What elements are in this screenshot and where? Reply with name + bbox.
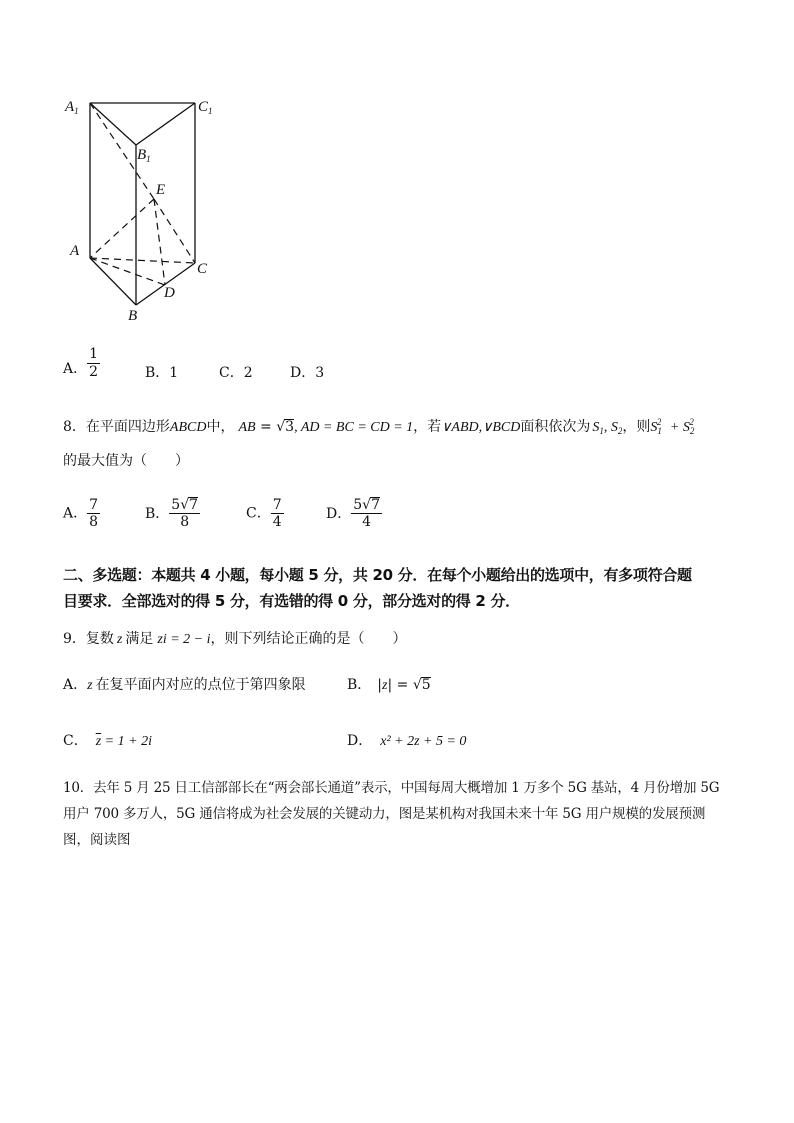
label-c: C bbox=[197, 261, 208, 277]
label-e: E bbox=[156, 182, 166, 198]
q7-option-d[interactable]: D．3 bbox=[290, 365, 325, 381]
q8-option-d[interactable]: D． $\frac{5√7}{4}$ bbox=[326, 497, 380, 531]
q9-stem: 9．复数 z 满足 zi = 2 − i，则下列结论正确的是（ ） bbox=[63, 631, 407, 647]
label-d: D bbox=[164, 285, 175, 301]
q9-option-c[interactable]: C． $\overline{z} = 1 + 2i$ bbox=[63, 733, 152, 749]
label-a1: $A_1$ bbox=[65, 99, 79, 116]
label-b1: $B_1$ bbox=[137, 147, 151, 164]
q8-option-b[interactable]: B． $\frac{5√7}{8}$ bbox=[145, 497, 199, 531]
section2-line1: 二、多选题：本题共 4 小题，每小题 5 分，共 20 分．在每个小题给出的选项中，有多项符合题 bbox=[63, 566, 692, 584]
prism-figure bbox=[60, 95, 230, 330]
q9-option-b[interactable]: B． |z| = √5 bbox=[347, 677, 431, 693]
q9-option-d[interactable]: D． x² + 2z + 5 = 0 bbox=[347, 733, 467, 749]
q8-stem: 8．在平面四边形ABCD中， AB = √3, AD = BC = CD = 1，若∨ABD,∨BCD面积依次为 $S_1$, $S_2$，则$S_1^2 + S_2^2$ bbox=[63, 417, 695, 436]
prism-diagram bbox=[60, 95, 230, 330]
q8-option-c[interactable]: C． $\frac{7}{4}$ bbox=[246, 497, 282, 531]
label-a: A bbox=[70, 243, 80, 259]
q8-option-a[interactable]: A． $\frac{7}{8}$ bbox=[63, 497, 99, 531]
section2-line2: 目要求．全部选对的得 5 分，有选错的得 0 分，部分选对的得 2 分． bbox=[63, 592, 520, 610]
q7-option-c[interactable]: C．2 bbox=[219, 365, 253, 381]
q7-option-b[interactable]: B．1 bbox=[145, 365, 179, 381]
q10-line1: 10．去年 5 月 25 日工信部部长在“两会部长通道”表示，中国每周大概增加 1 万多个 5G 基站，4 月份增加 5G bbox=[63, 780, 720, 796]
q9-option-a[interactable]: A．z 在复平面内对应的点位于第四象限 bbox=[63, 677, 306, 693]
label-b: B bbox=[128, 308, 138, 324]
q10-line3: 图，阅读图 bbox=[63, 832, 131, 848]
q10-line2: 用户 700 多万人，5G 通信将成为社会发展的关键动力，图是某机构对我国未来十年 5G 用户规模的发展预测 bbox=[63, 806, 706, 822]
q8-options bbox=[63, 495, 423, 539]
q7-option-a[interactable]: A． $\frac{1}{2}$ bbox=[63, 346, 99, 380]
label-c1: $C_1$ bbox=[198, 99, 213, 116]
q8-stem-line2: 的最大值为（ ） bbox=[63, 453, 189, 469]
